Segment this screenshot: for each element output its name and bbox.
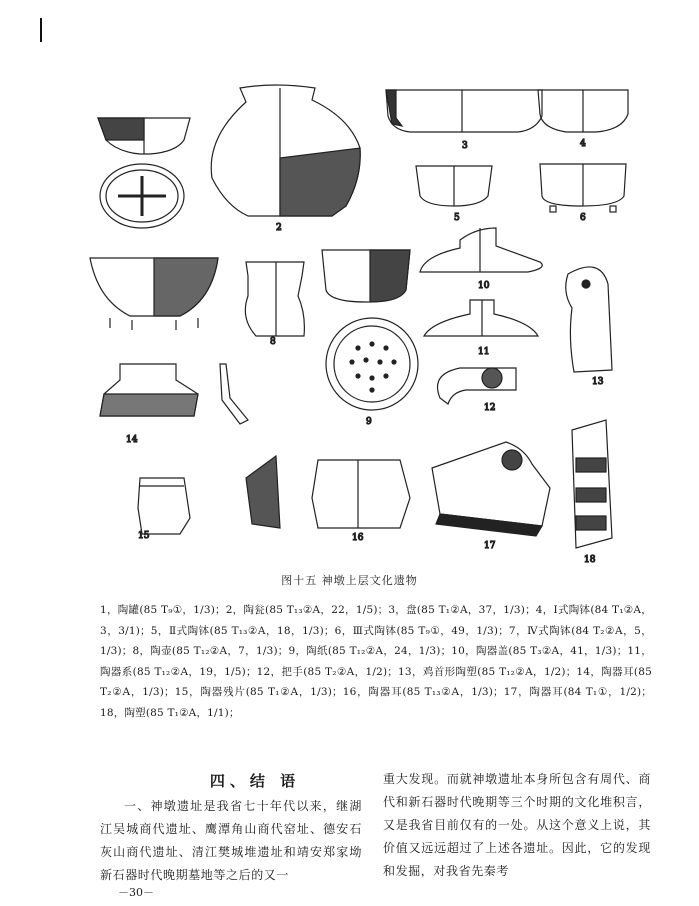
artifact-ear-16 <box>246 456 410 528</box>
figure-number: 6 <box>580 213 586 223</box>
body-text-left: 一、神墩遗址是我省七十年代以来，继湖江吴城商代遗址、鹰潭角山商代窑址、德安石灰山商代遗址、清江樊城堆遗址和靖安郑家坳新石器时代晚期墓地等之后的又一 <box>100 799 362 882</box>
figure-number: 18 <box>584 555 596 565</box>
artifact-plate <box>80 78 640 578</box>
figure-number: 2 <box>276 223 282 233</box>
section-heading: 四、结 语 <box>209 772 301 790</box>
artifact-bowl-1 <box>98 118 190 154</box>
artifact-bowl-top-view <box>100 164 184 228</box>
artifact-bowl-5 <box>416 166 492 206</box>
figure-number: 3 <box>462 141 468 151</box>
artifact-bowl-4 <box>538 90 628 132</box>
artifact-pot-8 <box>245 262 304 336</box>
figure-legend: 1，陶罐(85 T₉①，1/3)；2，陶瓮(85 T₁₃②A，22，1/5)；3，盘(85 T₁②A，37，1/3)；4，Ⅰ式陶钵(84 T₁②A，3，3/1)；5，Ⅱ式陶钵(85 T₁₃②A，18，1/3)；6，Ⅲ式陶钵(85 T₉①，49，1/3)；7，Ⅳ式陶钵(84 T₂②A，5，1/3)；8，陶壶(85 T₁₂②A，7，1/3)；9，陶纸(85 T₁₂②A，24，1/3)；10，陶器盖(85 T₃②A，41，1/3)；11，陶器系(85 T₁₂②A，19，1/5)；12，把手(85 T₂②A，1/2)；13，鸡首形陶塑(85 T₁₂②A，1/2)；14，陶器耳(85 T₂②A，1/3)；15，陶器残片(85 T₁②A，1/3)；16，陶器耳(85 T₁₃②A，1/3)；17，陶器耳(84 T₁①，1/2)；18，陶塑(85 T₁②A，1/1)； <box>100 604 652 719</box>
figure-number: 10 <box>478 281 490 291</box>
artifact-lid-11 <box>424 300 538 336</box>
artifact-ear-17 <box>432 442 550 536</box>
artifact-jar-2 <box>211 85 360 216</box>
figure-number: 5 <box>454 213 460 223</box>
artifact-sherd-15 <box>138 478 190 534</box>
artifact-rooster-figurine-13 <box>566 267 612 372</box>
artifact-ear-14 <box>100 364 248 424</box>
artifact-dish-3 <box>386 90 542 132</box>
artifact-strainer-9 <box>326 318 418 410</box>
figure-caption: 图十五 神墩上层文化遗物 <box>281 574 418 587</box>
artifact-figurine-18 <box>572 420 612 548</box>
artifact-bowl-7 <box>90 258 218 330</box>
figure-number: 16 <box>352 533 364 543</box>
figure-number: 4 <box>580 139 586 149</box>
figure-number: 15 <box>138 531 150 541</box>
artifact-bowl-9 <box>322 250 410 302</box>
figure-number: 8 <box>270 337 276 347</box>
body-text-right: 重大发现。而就神墩遗址本身所包含有周代、商代和新石器时代晚期等三个时期的文化堆积言，又是我省目前仅有的一处。从这个意义上说，其价值又远远超过了上述各遗址。因此，它的发现和发掘，对我省先秦考 <box>383 772 651 878</box>
artifact-lid-10 <box>420 228 542 272</box>
figure-number: 17 <box>484 541 496 551</box>
margin-mark <box>40 18 42 42</box>
page-number: －30－ <box>118 886 154 899</box>
figure-number: 13 <box>592 377 604 387</box>
figure-number: 12 <box>484 403 496 413</box>
figure-number: 14 <box>126 435 138 445</box>
figure-number: 9 <box>366 417 372 427</box>
artifact-handle-12 <box>438 368 517 404</box>
figure-number: 11 <box>478 347 490 357</box>
artifact-bowl-6 <box>540 164 626 212</box>
